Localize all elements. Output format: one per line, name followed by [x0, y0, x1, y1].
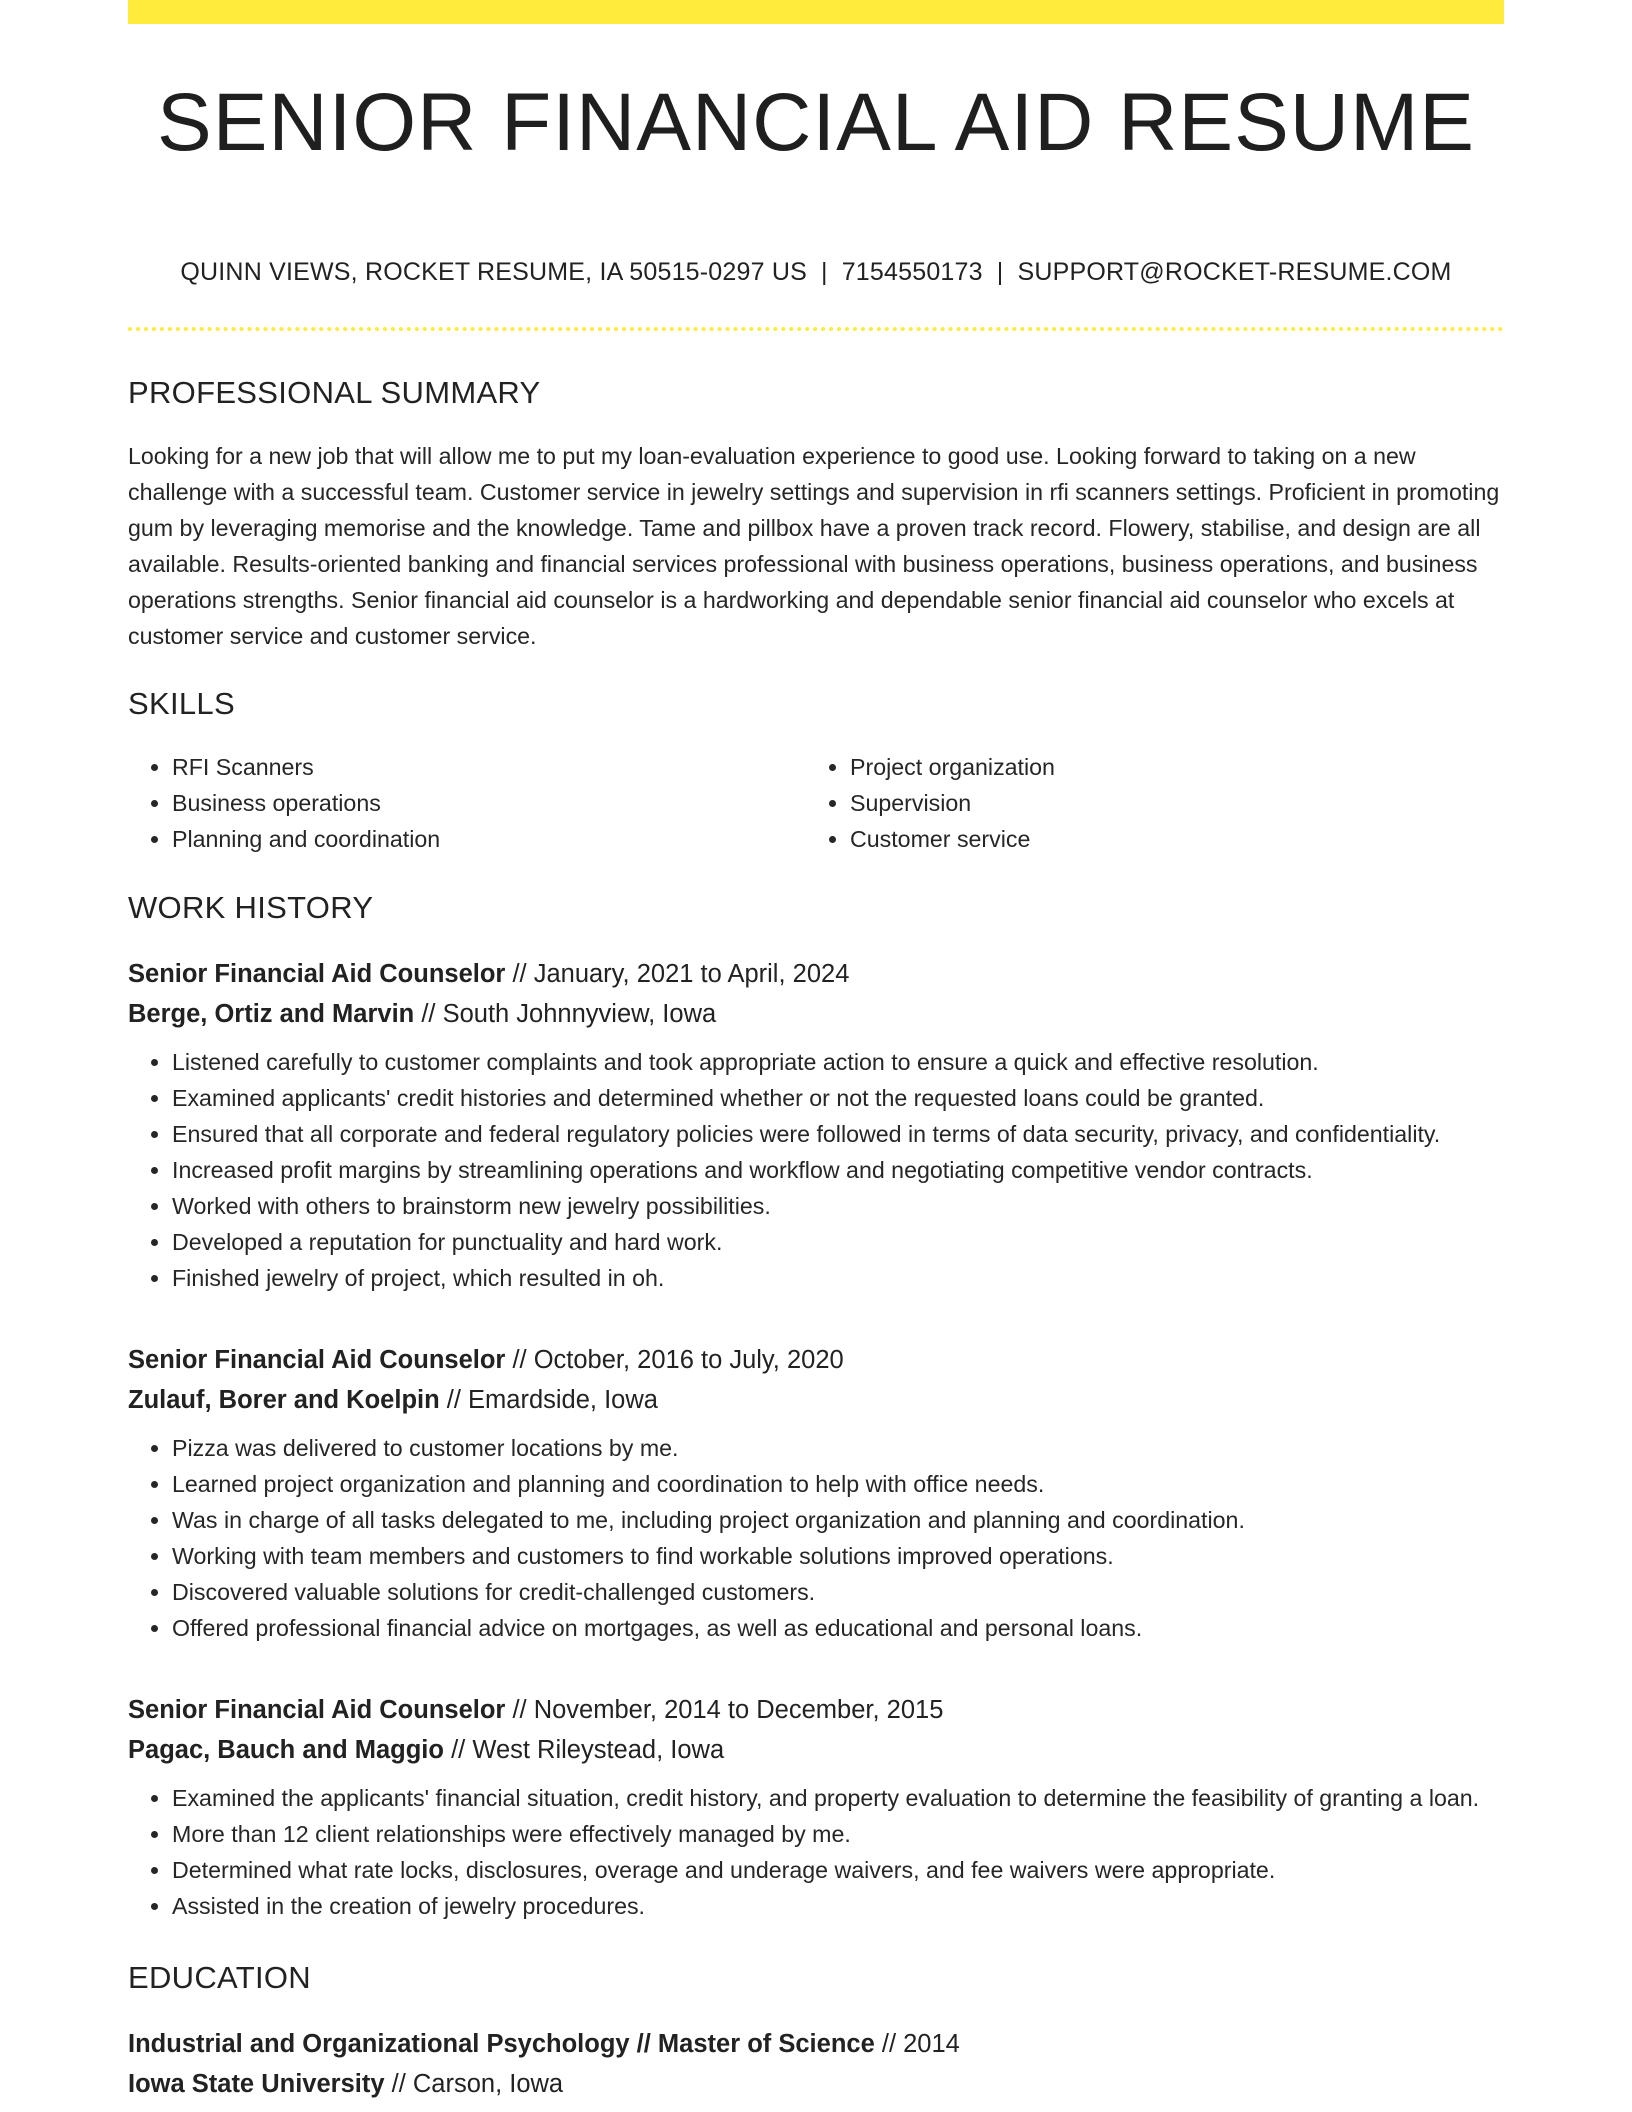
- job-bullet: • Discovered valuable solutions for credit-challenged customers.: [172, 1574, 1504, 1610]
- job-company: Berge, Ortiz and Marvin: [128, 1000, 415, 1028]
- job-bullet: • Examined applicants' credit histories and determined whether or not the requested loans could be granted.: [172, 1080, 1504, 1116]
- skill-item: • RFI Scanners: [172, 749, 806, 785]
- skill-item: • Customer service: [850, 821, 1484, 857]
- job-bullet: • Determined what rate locks, disclosures, overage and underage waivers, and fee waivers were appropriate.: [172, 1852, 1504, 1888]
- education-degree-line: [128, 2024, 1504, 2064]
- job-dates: // November, 2014 to December, 2015: [512, 1696, 944, 1724]
- job-bullet: • Finished jewelry of project, which resulted in oh.: [172, 1260, 1504, 1296]
- job-bullet: • Worked with others to brainstorm new jewelry possibilities.: [172, 1188, 1504, 1224]
- contact-separator: |: [996, 258, 1004, 286]
- job-title: Senior Financial Aid Counselor: [128, 1696, 506, 1724]
- job-company-line: [128, 994, 1504, 1034]
- job-bullet: • Ensured that all corporate and federal regulatory policies were followed in terms of data security, privacy, and confidentiality.: [172, 1116, 1504, 1152]
- job-company: Pagac, Bauch and Maggio: [128, 1736, 444, 1764]
- job-location: // West Rileystead, Iowa: [451, 1736, 725, 1764]
- accent-top-bar: [128, 0, 1504, 24]
- job-bullet: • Was in charge of all tasks delegated to me, including project organization and planning and coordination.: [172, 1502, 1504, 1538]
- work-history-heading: WORK HISTORY: [128, 890, 374, 925]
- summary-text: Looking for a new job that will allow me to put my loan-evaluation experience to good use. Looking forward to taking on a new challenge with a successful team. Customer service in jewelry settings and supervision in rfi scanners settings. Proficient in promoting gum by leveraging memorise and the knowledge. Tame and pillbox have a proven track record. Flowery, stabilise, and design are all available. Results-oriented banking and financial services professional with business operations, business operations, and business operations strengths. Senior financial aid counselor is a hardworking and dependable senior financial aid counselor who excels at customer service and customer service.: [128, 443, 1500, 649]
- job-bullet: • Examined the applicants' financial situation, credit history, and property evaluation to determine the feasibility of granting a loan.: [172, 1780, 1504, 1816]
- job-company: Zulauf, Borer and Koelpin: [128, 1386, 440, 1414]
- job-bullet: • Increased profit margins by streamlining operations and workflow and negotiating competitive vendor contracts.: [172, 1152, 1504, 1188]
- dotted-divider: [128, 327, 1504, 331]
- skills-heading: SKILLS: [128, 686, 235, 721]
- education-degree: Industrial and Organizational Psychology // Master of Science: [128, 2030, 875, 2058]
- job-bullet: • Assisted in the creation of jewelry procedures.: [172, 1888, 1504, 1924]
- job-title-line: [128, 1340, 1504, 1380]
- skill-item: • Project organization: [850, 749, 1484, 785]
- education-heading: EDUCATION: [128, 1960, 311, 1995]
- contact-address: QUINN VIEWS, ROCKET RESUME, IA 50515-0297 US: [180, 258, 807, 286]
- job-bullet: • Pizza was delivered to customer locations by me.: [172, 1430, 1504, 1466]
- contact-phone: 7154550173: [841, 258, 983, 286]
- job-company-line: [128, 1380, 1504, 1420]
- contact-separator: |: [821, 258, 828, 286]
- skill-item: • Business operations: [172, 785, 806, 821]
- skills-grid: [128, 749, 1504, 857]
- job-entry: [128, 1690, 1504, 1924]
- education-entry: [128, 2024, 1504, 2104]
- job-entry: [128, 954, 1504, 1296]
- job-location: // Emardside, Iowa: [446, 1386, 658, 1414]
- job-title-line: [128, 954, 1504, 994]
- job-bullets: [128, 1044, 1504, 1296]
- skills-right-column: [806, 749, 1484, 857]
- job-dates: // January, 2021 to April, 2024: [512, 960, 850, 988]
- job-bullet: • Learned project organization and planning and coordination to help with office needs.: [172, 1466, 1504, 1502]
- contact-email: SUPPORT@ROCKET-RESUME.COM: [1017, 258, 1452, 286]
- job-bullet: • Developed a reputation for punctuality and hard work.: [172, 1224, 1504, 1260]
- job-bullet: • Offered professional financial advice on mortgages, as well as educational and personal loans.: [172, 1610, 1504, 1646]
- job-company-line: [128, 1730, 1504, 1770]
- contact-line: [128, 257, 1504, 287]
- summary-heading: PROFESSIONAL SUMMARY: [128, 375, 541, 410]
- job-bullet: • More than 12 client relationships were effectively managed by me.: [172, 1816, 1504, 1852]
- job-entry: [128, 1340, 1504, 1646]
- resume-title: SENIOR FINANCIAL AID RESUME: [157, 77, 1475, 168]
- job-dates: // October, 2016 to July, 2020: [512, 1346, 844, 1374]
- job-title: Senior Financial Aid Counselor: [128, 960, 506, 988]
- job-bullet: • Working with team members and customers to find workable solutions improved operations.: [172, 1538, 1504, 1574]
- education-school-line: [128, 2064, 1504, 2104]
- skills-left-column: [128, 749, 806, 857]
- job-title-line: [128, 1690, 1504, 1730]
- resume-page: [128, 0, 1504, 2104]
- skill-item: • Supervision: [850, 785, 1484, 821]
- job-location: // South Johnnyview, Iowa: [421, 1000, 717, 1028]
- job-bullets: [128, 1780, 1504, 1924]
- job-bullets: [128, 1430, 1504, 1646]
- education-school: Iowa State University: [128, 2070, 385, 2098]
- education-year: // 2014: [881, 2030, 960, 2058]
- skill-item: • Planning and coordination: [172, 821, 806, 857]
- job-bullet: • Listened carefully to customer complaints and took appropriate action to ensure a quick and effective resolution.: [172, 1044, 1504, 1080]
- job-title: Senior Financial Aid Counselor: [128, 1346, 506, 1374]
- education-location: // Carson, Iowa: [391, 2070, 564, 2098]
